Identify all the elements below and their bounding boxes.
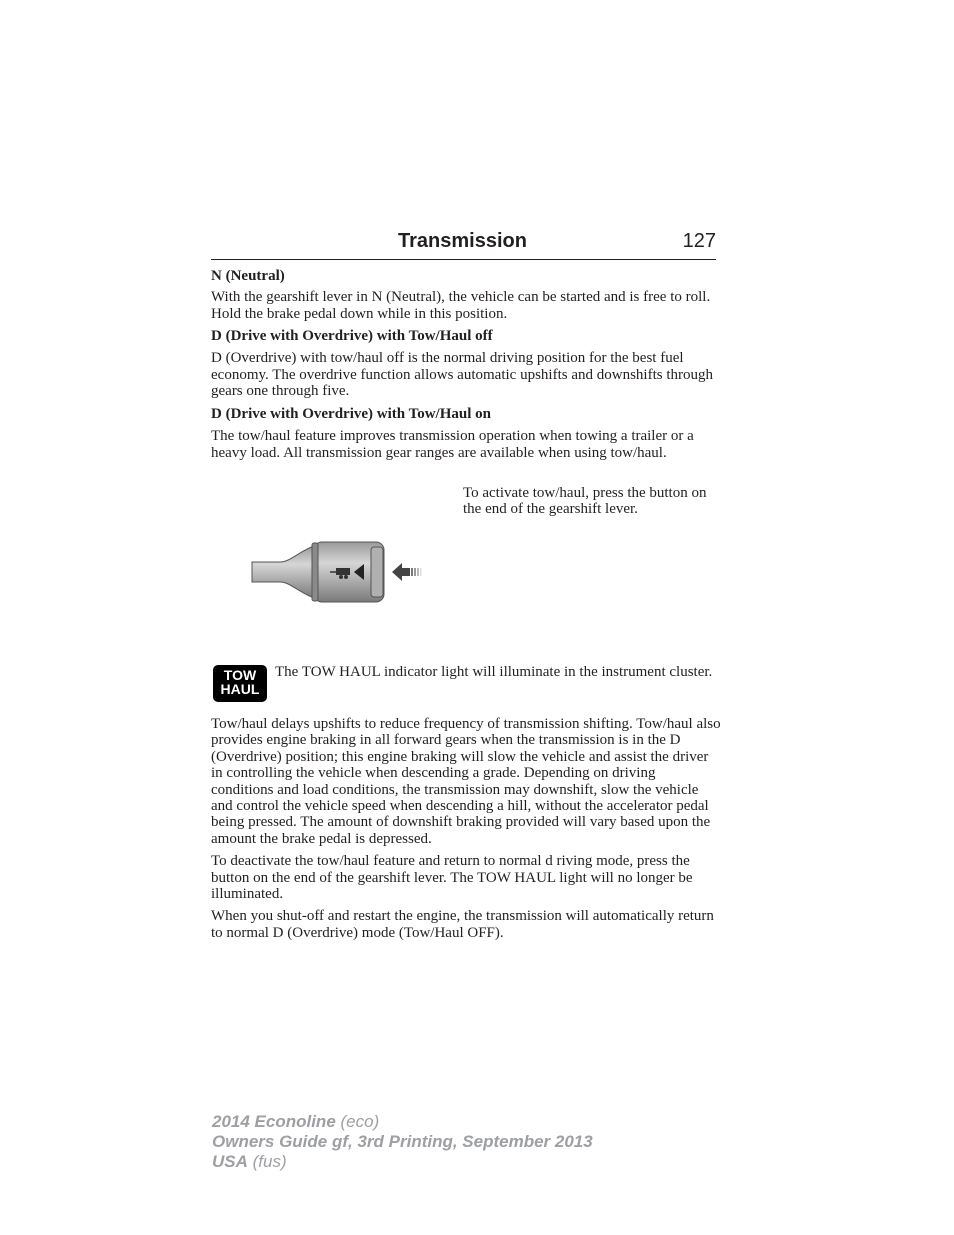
page-footer	[212, 1112, 593, 1172]
section-heading: N (Neutral)	[211, 268, 285, 284]
section-drive-towhaul-on	[211, 406, 721, 461]
section-body: With the gearshift lever in N (Neutral), the vehicle can be started and is free to roll. Hold the brake pedal down while in this position.	[211, 289, 711, 322]
figure-caption: To activate tow/haul, press the button on the end of the gearshift lever.	[463, 485, 707, 518]
footer-line-market: USA (fus)	[212, 1152, 287, 1171]
tow-haul-icon-line1: TOW	[223, 667, 257, 683]
page-number: 127	[682, 230, 716, 252]
section-drive-towhaul-off	[211, 328, 721, 400]
section-neutral	[211, 268, 721, 322]
page-header	[211, 229, 716, 260]
section-body: The tow/haul feature improves transmission operation when towing a trailer or a heavy load. All transmission gear ranges are available when using tow/haul.	[211, 428, 694, 461]
gearshift-lever-illustration	[250, 538, 430, 606]
paragraph-restart: When you shut-off and restart the engine, the transmission will automatically return to normal D (Overdrive) mode (Tow/Haul OFF).	[211, 908, 714, 941]
paragraph-deactivate: To deactivate the tow/haul feature and return to normal d riving mode, press the button on the end of the gearshift lever. The TOW HAUL light will no longer be illuminated.	[211, 853, 693, 903]
tow-haul-indicator-icon	[213, 665, 267, 702]
paragraph-towhaul-details: Tow/haul delays upshifts to reduce frequency of transmission shifting. Tow/haul also provides engine braking in all forward gears when the transmission is in the D (Overdrive) position; this engine braking will slow the vehicle and assist the driver in controlling the vehicle when descending a grade. Depending on driving conditions and load conditions, the transmission may downshift, slow the vehicle and control the vehicle speed when descending a hill, without the accelerator pedal being pressed. The amount of downshift braking provided will vary based upon the amount the brake pedal is depressed.	[211, 716, 721, 847]
page-title: Transmission	[398, 230, 527, 252]
body-paragraphs	[211, 716, 721, 941]
section-heading: D (Drive with Overdrive) with Tow/Haul on	[211, 406, 491, 422]
tow-haul-icon-line2: HAUL	[220, 681, 260, 697]
footer-line-printing: Owners Guide gf, 3rd Printing, September 2013	[212, 1132, 593, 1151]
section-heading: D (Drive with Overdrive) with Tow/Haul off	[211, 328, 493, 344]
footer-line-model: 2014 Econoline (eco)	[212, 1112, 380, 1131]
press-arrow-icon	[392, 563, 422, 581]
section-body: D (Overdrive) with tow/haul off is the normal driving position for the best fuel economy. The overdrive function allows automatic upshifts and downshifts through gears one through five.	[211, 350, 713, 400]
indicator-description: The TOW HAUL indicator light will illuminate in the instrument cluster.	[275, 664, 713, 680]
